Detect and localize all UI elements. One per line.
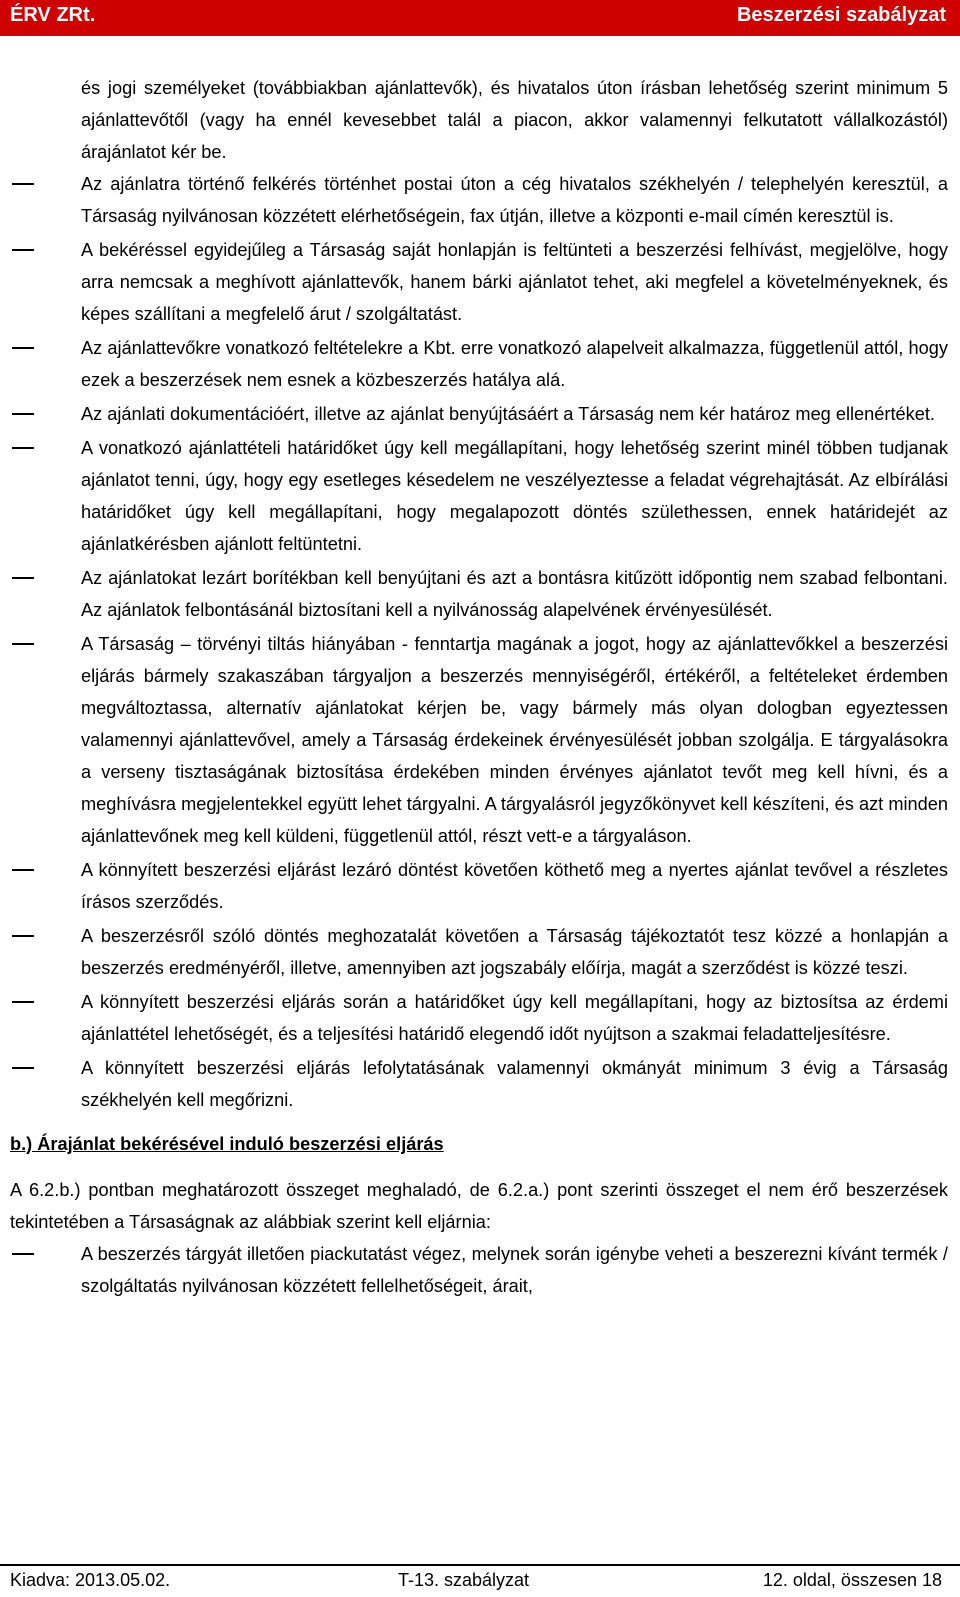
dash-bullet-icon: [12, 1253, 34, 1255]
dash-bullet-icon: [12, 413, 34, 415]
page-footer: [0, 1568, 960, 1597]
document-title: Beszerzési szabályzat: [736, 4, 946, 26]
dash-bullet-icon: [12, 1001, 34, 1003]
list-item: A vonatkozó ajánlattételi határidőket úgy kell megállapítani, hogy lehetőség szerint minél többen tudjanak ajánlatot tenni, úgy, hogy egy esetleges késedelem ne veszélyeztesse a feladat végrehajtását. Az elbírálási határidőket úgy kell megállapítani, hogy megalapozott döntés születhessen, ennek határidejét az ajánlatkérésben ajánlott feltüntetni.: [81, 432, 948, 560]
list-item: A Társaság – törvényi tiltás hiányában - fenntartja magának a jogot, hogy az ajánlattevőkkel a beszerzési eljárás bármely szakaszában tárgyaljon a beszerzés mennyiségéről, értékéről, a feltételeket érdemben megváltoztassa, alternatív ajánlatokat kérjen be, vagy bármely más olyan dologban egyeztessen valamennyi ajánlattevővel, amely a Társaság érdekeinek érvényesülését jobban szolgálja. E tárgyalásokra a verseny tisztaságának biztosítása érdekében minden érvényes ajánlatot tevőt meg kell hívni, és a meghívásra megjelentekkel együtt lehet tárgyalni. A tárgyalásról jegyzőkönyvet kell készíteni, és azt minden ajánlattevőnek meg kell küldeni, függetlenül attól, részt vett-e a tárgyaláson.: [81, 628, 948, 852]
company-name: ÉRV ZRt.: [10, 4, 96, 26]
list-item: A könnyített beszerzési eljárást lezáró döntést követően köthető meg a nyertes ajánlat tevővel a részletes írásos szerződés.: [81, 854, 948, 918]
regulation-code: T-13. szabályzat: [398, 1570, 530, 1590]
list-item: Az ajánlattevőkre vonatkozó feltételekre a Kbt. erre vonatkozó alapelveit alkalmazza, függetlenül attól, hogy ezek a beszerzések nem esnek a közbeszerzés hatálya alá.: [81, 332, 948, 396]
list-item: Az ajánlatra történő felkérés történhet postai úton a cég hivatalos székhelyén / telephelyén keresztül, a Társaság nyilvánosan közzétett elérhetőségein, fax útján, illetve a központi e-mail címén keresztül is.: [81, 168, 948, 232]
issue-date: Kiadva: 2013.05.02.: [10, 1570, 171, 1590]
list-item: Az ajánlatokat lezárt borítékban kell benyújtani és azt a bontásra kitűzött időpontig nem szabad felbontani. Az ajánlatok felbontásánál biztosítani kell a nyilvánosság alapelvének érvényesülését.: [81, 562, 948, 626]
page-header: [0, 0, 960, 36]
dash-bullet-icon: [12, 447, 34, 449]
dash-bullet-icon: [12, 935, 34, 937]
bullet-list: [0, 168, 960, 1116]
document-body: [0, 72, 960, 1304]
list-item: A beszerzésről szóló döntés meghozatalát követően a Társaság tájékoztatót tesz közzé a honlapján a beszerzés eredményéről, illetve, amennyiben azt jogszabály előírja, magát a szerződést is közzé teszi.: [81, 920, 948, 984]
dash-bullet-icon: [12, 869, 34, 871]
dash-bullet-icon: [12, 1067, 34, 1069]
dash-bullet-icon: [12, 347, 34, 349]
dash-bullet-icon: [12, 249, 34, 251]
dash-bullet-icon: [12, 183, 34, 185]
list-item: A könnyített beszerzési eljárás lefolytatásának valamennyi okmányát minimum 3 évig a Társaság székhelyén kell megőrizni.: [81, 1052, 948, 1116]
list-item: A bekéréssel egyidejűleg a Társaság saját honlapján is feltünteti a beszerzési felhívást, megjelölve, hogy arra nemcsak a meghívott ajánlattevők, hanem bárki ajánlatot tehet, aki megfelel a követelményeknek, és képes szállítani a megfelelő árut / szolgáltatást.: [81, 234, 948, 330]
page-number: 12. oldal, összesen 18: [762, 1570, 942, 1590]
dash-bullet-icon: [12, 577, 34, 579]
section-heading: b.) Árajánlat bekérésével induló beszerzési eljárás: [10, 1134, 444, 1154]
section-bullet-list: [0, 1238, 960, 1302]
list-item: A könnyített beszerzési eljárás során a határidőket úgy kell megállapítani, hogy az biztosítsa az érdemi ajánlattétel lehetőségét, és a teljesítési határidő elegendő időt nyújtson a szakmai feladatteljesítésre.: [81, 986, 948, 1050]
continuation-paragraph: és jogi személyeket (továbbiakban ajánlattevők), és hivatalos úton írásban lehetőség szerint minimum 5 ajánlattevőtől (vagy ha ennél kevesebbet talál a piacon, akkor valamennyi felkutatott vállalkozástól) árajánlatot kér be.: [81, 78, 948, 162]
dash-bullet-icon: [12, 643, 34, 645]
list-item: A beszerzés tárgyát illetően piackutatást végez, melynek során igénybe veheti a beszerezni kívánt termék / szolgáltatás nyilvánosan közzétett fellelhetőségeit, árait,: [81, 1238, 948, 1302]
section-intro-paragraph: A 6.2.b.) pontban meghatározott összeget meghaladó, de 6.2.a.) pont szerinti összeget el nem érő beszerzések tekintetében a Társaságnak az alábbiak szerint kell eljárnia:: [10, 1180, 948, 1232]
list-item: Az ajánlati dokumentációért, illetve az ajánlat benyújtásáért a Társaság nem kér határoz meg ellenértéket.: [81, 398, 948, 430]
footer-divider: [0, 1564, 960, 1566]
